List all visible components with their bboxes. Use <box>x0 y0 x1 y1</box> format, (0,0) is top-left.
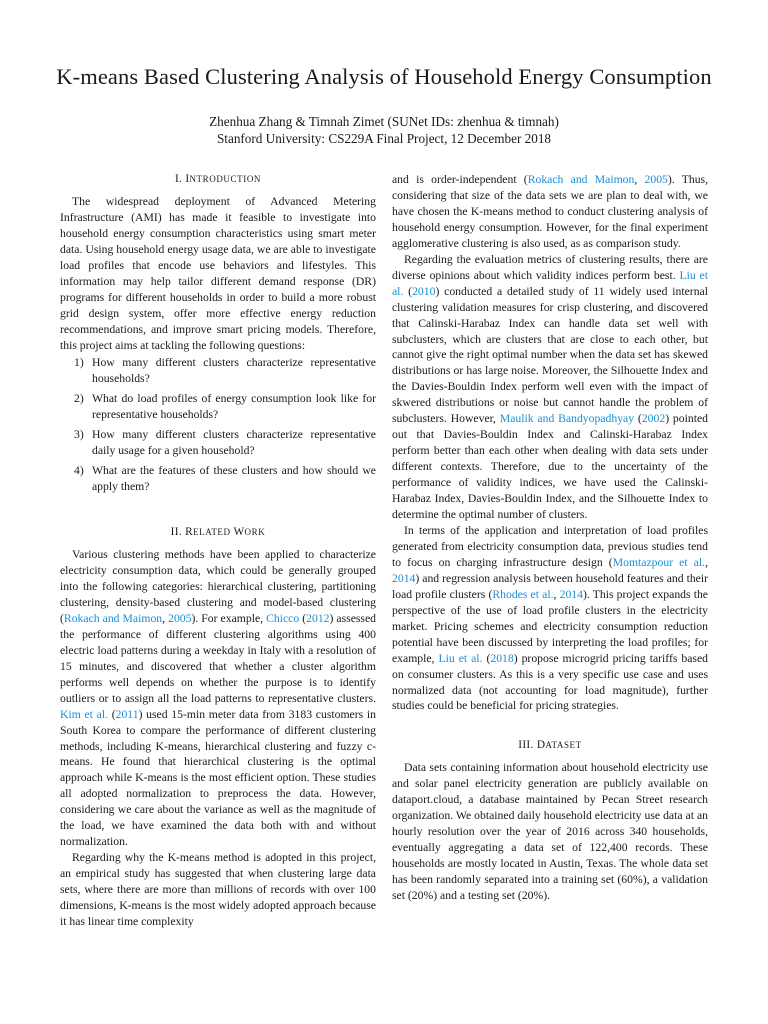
citation-year-link[interactable]: 2011 <box>115 707 139 721</box>
author-names: Zhenhua Zhang & Timnah Zimet (SUNet IDs: zhenhua & timnah) <box>209 114 559 129</box>
paper-title: K-means Based Clustering Analysis of Household Energy Consumption <box>56 64 712 89</box>
citation-link[interactable]: Momtazpour et al. <box>612 555 706 569</box>
list-item: 3) How many different clusters characterize representative daily usage for a given household? <box>74 428 376 458</box>
intro-paragraph: The widespread deployment of Advanced Metering Infrastructure (AMI) has made it feasible to investigate into household energy consumption characteristics using smart meter data. Using household energy usage data, we are able to investigate load profiles that encode use behaviors and lifestyles. This information may help tailor different demand response (DR) programs for different households in order to build a more robust grid design system, offer more effective energy reduction recommendations, and improve smart pricing models. Therefore, this project aims at tackling the following questions: <box>60 194 376 352</box>
section-heading-dataset: III. DATASET <box>518 739 582 752</box>
citation-year-link[interactable]: 2005 <box>644 173 668 186</box>
citation-link[interactable]: Liu et al. <box>438 651 483 665</box>
citation-link[interactable]: Chicco <box>266 611 300 625</box>
section-heading-related-work: II. RELATED WORK <box>170 526 266 539</box>
citation-link[interactable]: Maulik and Bandyopadhyay <box>499 412 635 426</box>
list-item: 4) What are the features of these clusters and how should we apply them? <box>74 464 376 494</box>
affiliation: Stanford University: CS229A Final Project, 12 December 2018 <box>216 131 552 146</box>
citation-link[interactable]: Rokach and Maimon <box>527 173 635 186</box>
citation-link[interactable]: Kim et al. <box>60 707 108 721</box>
citation-year-link[interactable]: 2018 <box>490 651 514 665</box>
dataset-paragraph: Data sets containing information about household electricity use and solar panel electricity generation are publicly available on dataport.cloud, a database maintained by Pecan Street research organization. We obtained daily household electricity use data at an hourly resolution over the year of 2016 across 340 households, eventually aggregating a data set of 122,400 records. These households are mostly located in Austin, Texas. The whole data set has been randomly separated into a training set (60%), a validation set (20%) and a testing set (20%). <box>392 761 708 902</box>
citation-link[interactable]: Rhodes et al. <box>492 587 554 601</box>
section-heading-introduction: I. INTRODUCTION <box>174 173 262 185</box>
list-item: 2) What do load profiles of energy consumption look like for representative households? <box>74 392 376 422</box>
citation-year-link[interactable]: 2012 <box>306 611 330 625</box>
related-work-paragraph: Regarding the evaluation metrics of clustering results, there are diverse opinions about which validity indices perform best. Liu et al. (2010) conducted a detailed study of 11 widely used internal clustering validation measures for crisp clustering, and discovered that Calinski-Harabaz Index can handle data set well with subclusters, which are clusters that are close to each other, but cannot give the right optimal number when the data set has skewed distributions or has large noise. Moreover, the Silhouette Index and the Davies-Bouldin Index perform well even with the impact of skwered distributions or noise but cannot handle the problem of subclusters. However, Maulik and Bandyopadhyay (2002) pointed out that Davies-Bouldin Index and Calinski-Harabaz Index perform better than each other when dealing with data sets under different contexts. Therefore, due to the uncertainty of the performance of validity indices, we have used the Calinski-Harabaz Index, Davies-Bouldin Index, and the Silhouette Index to determine the optimal number of clusters. <box>392 252 708 522</box>
citation-year-link[interactable]: 2014 <box>559 587 583 601</box>
right-column <box>392 172 708 904</box>
list-item: 1) How many different clusters characterize representative households? <box>74 356 376 386</box>
left-column <box>60 172 376 930</box>
citation-link[interactable]: Liu et al. <box>392 268 708 298</box>
citation-year-link[interactable]: 2014 <box>392 571 416 585</box>
research-questions-list <box>60 355 376 495</box>
citation-year-link[interactable]: 2002 <box>641 412 666 426</box>
related-work-paragraph: In terms of the application and interpretation of load profiles generated from electricity consumption data, previous studies tend to focus on charging infrastructure design (Momtazpour et al., 2014) and regression analysis between household features and their load profile clusters (Rhodes et al., 2014). This project expands the perspective of the use of load profile clusters in the electricity market. Pricing schemes and electricity consumption reduction potential have been discussed by interpreting the load profiles; for example, Liu et al. (2018) propose microgrid pricing tariffs based on consumer clusters. As this is a very specific use case and uses normalized data (not accounting for load magnitude), further studies could be beneficial for pricing strategies. <box>392 523 708 713</box>
citation-link[interactable]: Rokach and Maimon <box>63 611 163 625</box>
citation-year-link[interactable]: 2005 <box>168 611 192 625</box>
related-work-paragraph: Regarding why the K-means method is adopted in this project, an empirical study has suggested that when clustering large data sets, where there are more than millions of records with over 100 dimensions, K-means is the most widely adopted approach because it has linear time complexity <box>60 851 376 928</box>
author-block <box>0 113 768 147</box>
citation-year-link[interactable]: 2010 <box>412 284 436 298</box>
related-work-paragraph: and is order-independent (Rokach and Maimon, 2005). Thus, considering that size of the data sets we are plan to deal with, we have chosen the K-means method to conduct clustering analysis of household energy consumption. However, for the final experiment agglomerative clustering is also used, as as comparison study. <box>392 173 709 250</box>
related-work-paragraph: Various clustering methods have been applied to characterize electricity consumption data, which could be generally grouped into the following categories: hierarchical clustering, partitioning clustering, density-based clustering and model-based clustering (Rokach and Maimon, 2005). For example, Chicco (2012) assessed the performance of different clustering algorithms using 400 electric load patterns during a weekday in Italy with a resolution of 15 minutes, and discovered that whether a cluster algorithm performs well depends on whether the purpose is to identify outliers or to assign all the load patterns to representative clusters. Kim et al. (2011) used 15-min meter data from 3183 customers in South Korea to compare the performance of different clustering methods, including K-means, hierarchical clustering and fuzzy c-means. He found that hierarchical clustering is the optimal approach while K-means is the most efficient option. These studies all adopted normalization to preprocess the data. However, considering we care about the variance as well as the magnitude of the load, we have examined the data both with and without normalization. <box>60 548 377 849</box>
